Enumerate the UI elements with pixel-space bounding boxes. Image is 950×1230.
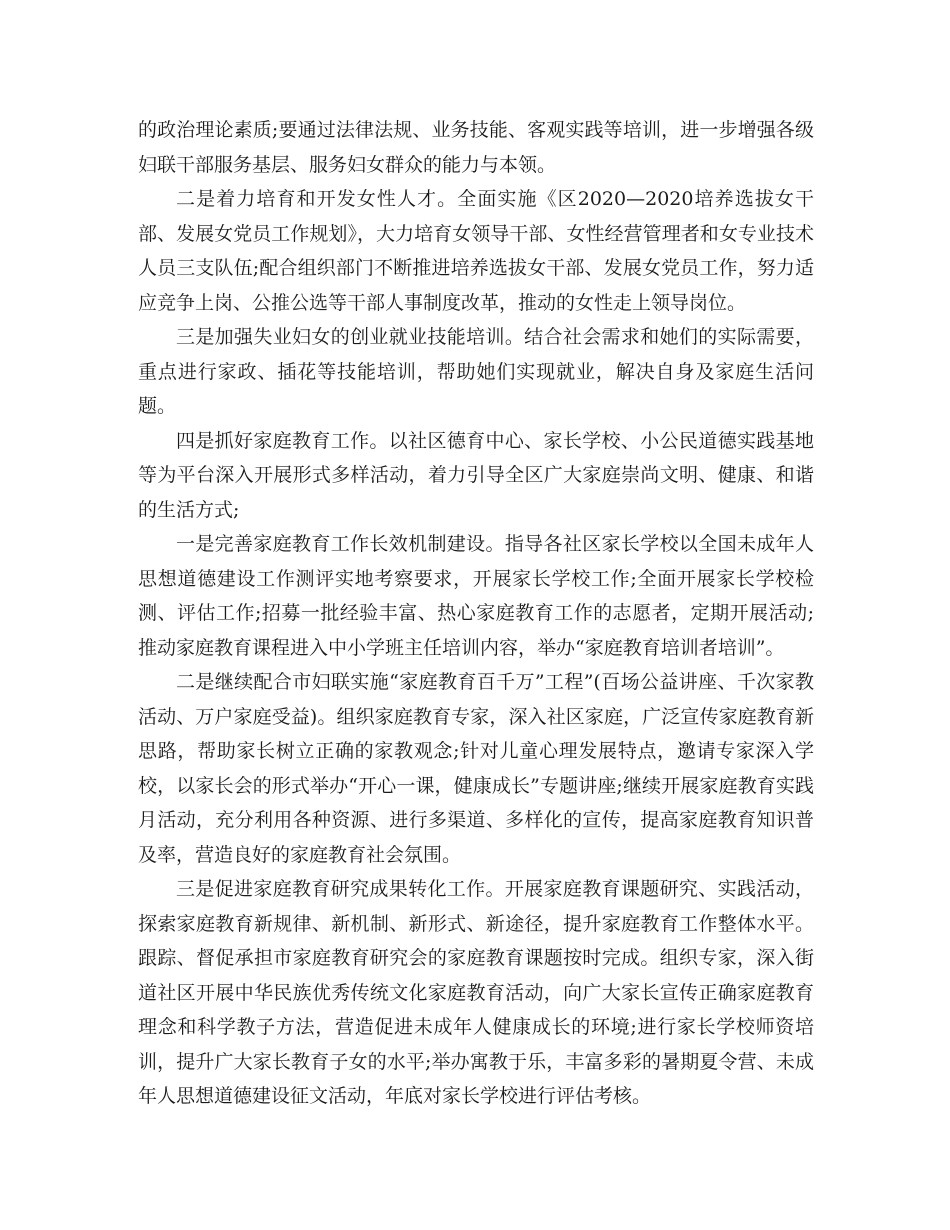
document-body xyxy=(138,113,814,1114)
paragraph-employment-training: 三是加强失业妇女的创业就业技能培训。结合社会需求和她们的实际需要，重点进行家政、插花等技能培训，帮助她们实现就业，解决自身及家庭生活问题。 xyxy=(138,326,814,417)
paragraph-female-talent: 二是着力培育和开发女性人才。全面实施《区2020—2020培养选拔女干部、发展女党员工作规划》，大力培育女领导干部、女性经营管理者和女专业技术人员三支队伍;配合组织部门不断推进培养选拔女干部、发展女党员工作，努力适应竞争上岗、公推公选等干部人事制度改革，推动的女性走上领导岗位。 xyxy=(138,188,814,314)
paragraph-family-education: 四是抓好家庭教育工作。以社区德育中心、家长学校、小公民道德实践基地等为平台深入开展形式多样活动，着力引导全区广大家庭崇尚文明、健康、和谐的生活方式; xyxy=(138,429,814,521)
paragraph-research-results: 三是促进家庭教育研究成果转化工作。开展家庭教育课题研究、实践活动，探索家庭教育新规律、新机制、新形式、新途径，提升家庭教育工作整体水平。跟踪、督促承担市家庭教育研究会的家庭教育课题按时完成。组织专家，深入街道社区开展中华民族优秀传统文化家庭教育活动，向广大家长宣传正确家庭教育理念和科学教子方法，营造促进未成年人健康成长的环境;进行家长学校师资培训，提升广大家长教育子女的水平;举办寓教于乐，丰富多彩的暑期夏令营、未成年人思想道德建设征文活动，年底对家长学校进行评估考核。 xyxy=(138,878,814,1107)
paragraph-long-term-mechanism: 一是完善家庭教育工作长效机制建设。指导各社区家长学校以全国未成年人思想道德建设工作测评实地考察要求，开展家长学校工作;全面开展家长学校检测、评估工作;招募一批经验丰富、热心家庭教育工作的志愿者，定期开展活动;推动家庭教育课程进入中小学班主任培训内容，举办“家庭教育培训者培训”。 xyxy=(138,533,814,659)
paragraph-continuation: 的政治理论素质;要通过法律法规、业务技能、客观实践等培训，进一步增强各级妇联干部服务基层、服务妇女群众的能力与本领。 xyxy=(138,119,814,176)
paragraph-hundred-thousand-project: 二是继续配合市妇联实施“家庭教育百千万”工程”(百场公益讲座、千次家教活动、万户家庭受益)。组织家庭教育专家，深入社区家庭，广泛宣传家庭教育新思路，帮助家长树立正确的家教观念;针对儿童心理发展特点，邀请专家深入学校，以家长会的形式举办“开心一课，健康成长”专题讲座;继续开展家庭教育实践月活动，充分利用各种资源、进行多渠道、多样化的宣传，提高家庭教育知识普及率，营造良好的家庭教育社会氛围。 xyxy=(138,671,814,866)
